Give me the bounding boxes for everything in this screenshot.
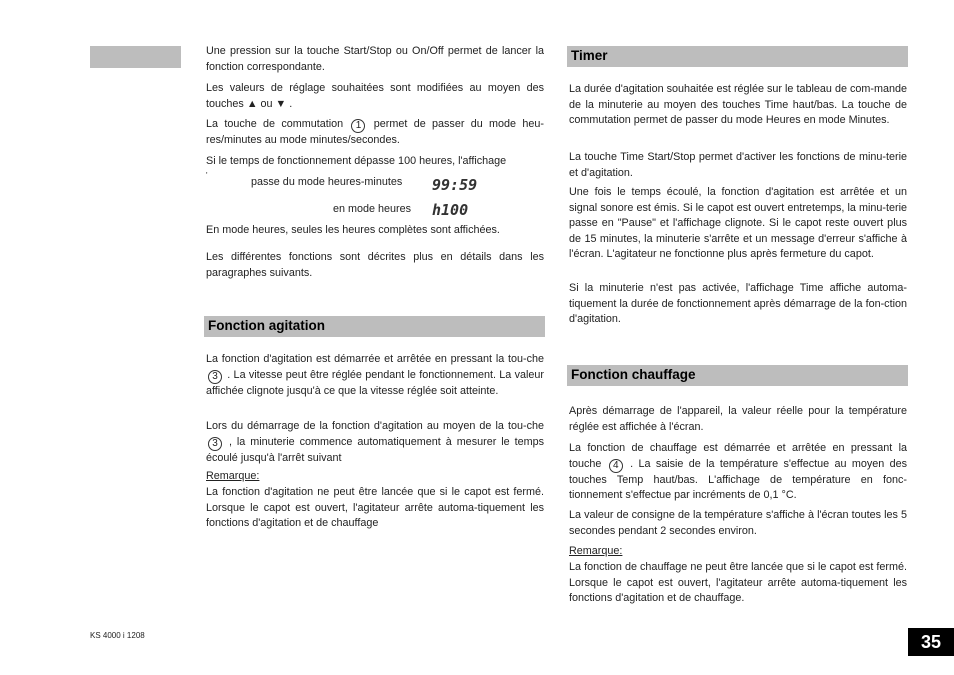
paragraph-toggle-key <box>206 117 544 149</box>
heading-bar-heating <box>567 365 908 386</box>
section-heading: Fonction agitation <box>208 318 325 333</box>
paragraph-timer-elapsed: Une fois le temps écoulé, la fonction d'agitation est arrêtée et un signal sonore est émis. Si le capot est ouvert entretemps, la minu-terie passe en "Pause" et l'affichage clignote. Si le capot reste ouvert plus de 15 minutes, la minuterie s'arrête et un message d'erreur s'affiche à l'écran. L'agitateur ne fonctionne plus après fermeture du capot. <box>569 186 907 260</box>
paragraph-heating-start <box>569 441 907 504</box>
remark-heating: La fonction de chauffage ne peut être lancée que si le capot est fermé. Lorsque le capot est ouvert, l'agitateur arrête automa-tiquement les fonctions d'agitation et de chauffage. <box>569 561 907 604</box>
key-number-badge: 3 <box>208 437 222 451</box>
paragraph-functions-described: Les différentes fonctions sont décrites plus en détails dans les paragraphes suivants. <box>206 251 544 279</box>
text: permet de passer du mode heu-res/minutes au mode minutes/secondes. <box>206 118 544 146</box>
paragraph-heating-actual: Après démarrage de l'appareil, la valeur réelle pour la température réglée est affichée à l'écran. <box>569 405 907 433</box>
text: Les valeurs de réglage souhaitées sont modifiées au moyen des touches <box>206 82 544 110</box>
lcd-display-hours: h100 <box>432 201 469 219</box>
page-number: 35 <box>908 628 954 656</box>
paragraph-agitation-timer <box>206 419 544 466</box>
mode-hours-label: en mode heures <box>333 203 412 215</box>
text: Lors du démarrage de la fonction d'agitation au moyen de la tou-che <box>206 420 544 432</box>
text: . <box>286 97 293 110</box>
section-heading: Timer <box>571 48 608 63</box>
up-arrow-icon: ▲ <box>246 97 258 110</box>
down-arrow-icon: ▼ <box>275 97 287 110</box>
paragraph-start-stop: Une pression sur la touche Start/Stop ou On/Off permet de lancer la fonction correspondante. <box>206 45 544 73</box>
paragraph-agitation-start <box>206 352 544 399</box>
text: La fonction d'agitation est démarrée et arrêtée en pressant la tou-che <box>206 353 544 365</box>
key-number-badge: 4 <box>609 459 623 473</box>
text: . La vitesse peut être réglée pendant le fonctionnement. La valeur affichée clignote jusqu'à ce que la vitesse réglée soit atteinte. <box>206 368 544 397</box>
remark-agitation: La fonction d'agitation ne peut être lancée que si le capot est fermé. Lorsque le capot est ouvert, l'agitateur arrête automa-tiquement les fonctions d'agitation et de chauffage <box>206 486 544 529</box>
section-marker-bar <box>90 46 181 68</box>
tick-mark: ' <box>206 171 208 180</box>
remark-label: Remarque: <box>569 545 623 557</box>
heading-bar-timer <box>567 46 908 67</box>
paragraph-heating-setpoint: La valeur de consigne de la température s'affiche à l'écran toutes les 5 secondes pendant 2 secondes environ. <box>569 509 907 537</box>
section-heading: Fonction chauffage <box>571 367 696 382</box>
key-number-badge: 3 <box>208 370 222 384</box>
text: La touche de commutation <box>206 118 350 130</box>
remark-label: Remarque: <box>206 470 260 482</box>
lcd-display-hours-minutes: 99:59 <box>432 176 478 194</box>
paragraph-timer-duration: La durée d'agitation souhaitée est réglée sur le tableau de com-mande de la minuterie au moyen des touches Time haut/bas. La touche de commutation permet de passer du mode Heures en mode Minutes. <box>569 83 907 126</box>
footer-model: KS 4000 i 1208 <box>90 631 145 640</box>
text: La fonction de chauffage est démarrée et arrêtée en pressant la touche <box>569 442 907 470</box>
mode-hours-minutes-label: passe du mode heures-minutes <box>251 176 403 188</box>
paragraph-hours-mode: En mode heures, seules les heures complètes sont affichées. <box>206 224 500 236</box>
paragraph-over-100-hours: Si le temps de fonctionnement dépasse 100 heures, l'affichage <box>206 155 507 167</box>
text: , la minuterie commence automatiquement à mesurer le temps écoulé jusqu'à l'arrêt suivant <box>206 435 544 464</box>
text: . La saisie de la température s'effectue au moyen des touches Temp haut/bas. L'affichage de température en fonc-tionnement s'effectue par incréments de 0,1 °C. <box>569 457 907 501</box>
text: ou <box>257 97 276 110</box>
paragraph-setting-values <box>206 81 544 112</box>
heading-bar-agitation <box>204 316 545 337</box>
paragraph-timer-start-stop: La touche Time Start/Stop permet d'activer les fonctions de minu-terie et d'agitation. <box>569 151 907 179</box>
key-number-badge: 1 <box>351 119 365 133</box>
paragraph-timer-inactive: Si la minuterie n'est pas activée, l'affichage Time affiche automa-tiquement la durée de fonctionnement après démarrage de la fon-ction d'agitation. <box>569 282 907 325</box>
